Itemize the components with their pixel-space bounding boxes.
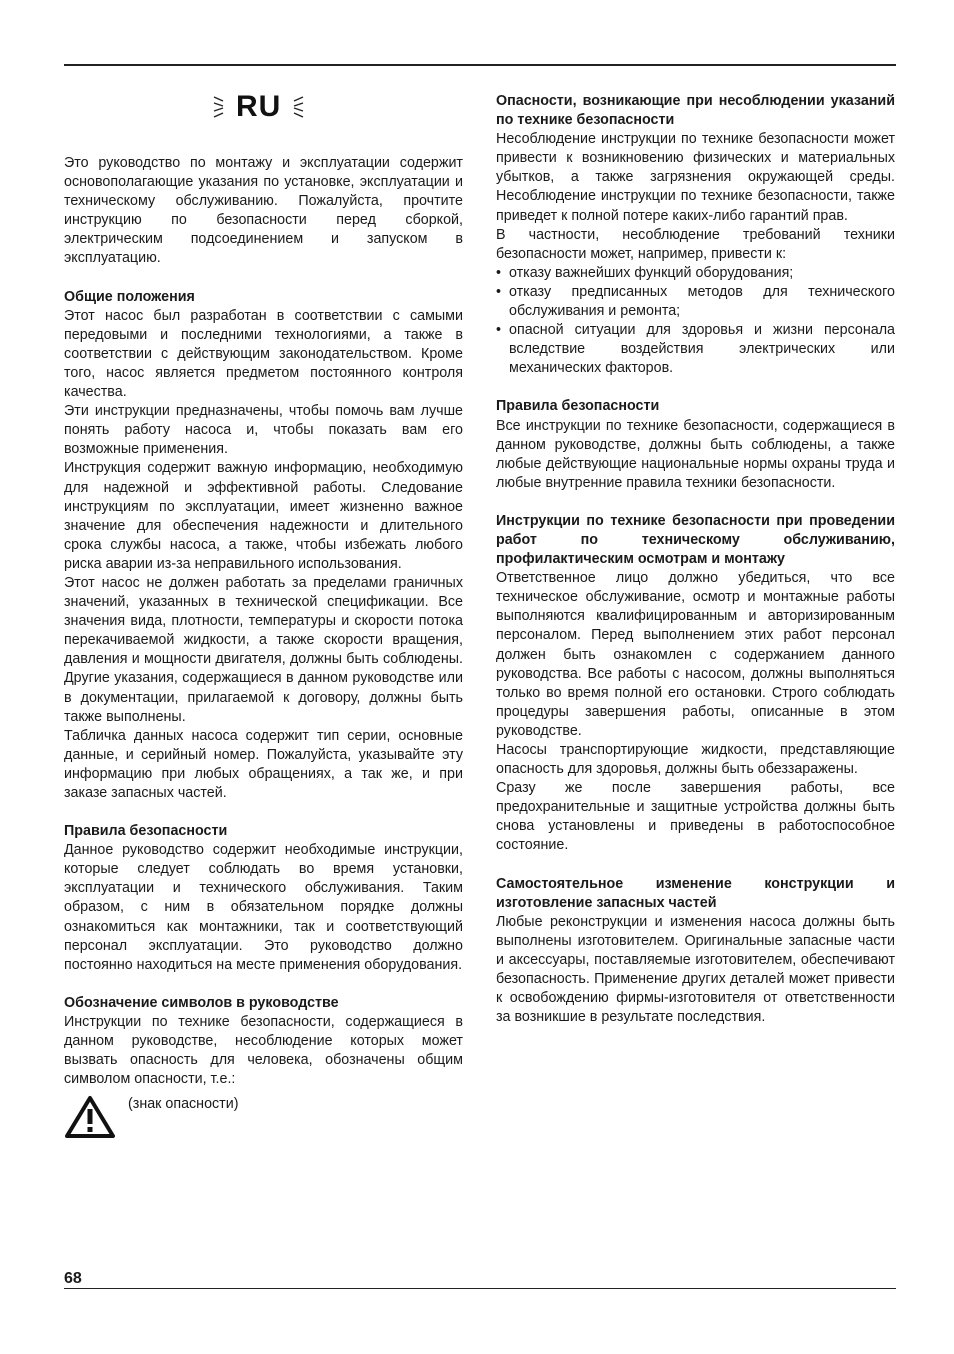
general-paragraph: Инструкция содержит важную информацию, необходимую для надежной и эффективной работы. Следование инструкциям по эксплуатации, имеет жизненно важное значение для обеспечения надежности и длительного срока службы насоса, а также, чтобы избежать любого риска аварии из-за неправильного использования. xyxy=(64,460,463,572)
section-title-hazards: Опасности, возникающие при несоблюдении указаний по технике безопасности xyxy=(496,93,895,129)
symbols-paragraph: Инструкции по технике безопасности, содержащиеся в данном руководстве, несоблюдение которых может вызвать опасность для человека, обозначены общим символом опасности, т.е.: xyxy=(64,1013,463,1088)
section-title-safety-rules: Правила безопасности xyxy=(496,398,660,415)
section-title-maintenance: Инструкции по технике безопасности при проведении работ по техническому обслуживанию, профилактическим осмотрам и монтажу xyxy=(496,512,895,568)
general-paragraph: Эти инструкции предназначены, чтобы помочь вам лучше понять работу насоса и, чтобы показать вам его возможные применения. xyxy=(64,403,463,458)
language-marker-right-icon xyxy=(291,94,305,120)
language-marker-left-icon xyxy=(212,94,226,120)
intro-paragraph: Это руководство по монтажу и эксплуатации содержит основополагающие указания по установке, эксплуатации и техническому обслуживанию. Пожалуйста, прочтите инструкцию по безопасности перед сборкой, электрическим подсоединением и запуском в эксплуатацию. xyxy=(64,155,463,267)
safety-rules-paragraph: Данное руководство содержит необходимые инструкции, которые следует соблюдать во время установки, эксплуатации и технического обслуживания. Таким образом, с ним в обязательном порядке должны ознакомиться как монтажники, так и соответствующий персонал эксплуатации. Это руководство должно постоянно находиться на месте применения оборудования. xyxy=(64,842,463,973)
maintenance-paragraph: Насосы транспортирующие жидкости, представляющие опасность для здоровья, должны быть обеззаражены. xyxy=(496,742,895,778)
maintenance-paragraph: Ответственное лицо должно убедиться, что все техническое обслуживание, осмотр и монтажные работы выполняются квалифицированным и авторизированным персоналом. Перед выполнением этих работ персонал должен быть ознакомлен с содержанием данного руководства. Все работы с насосом, должны выполняться только во время полной его остановки. Строго соблюдать процедуры завершения работы, описанные в этом руководстве. xyxy=(496,570,895,739)
general-paragraph: Табличка данных насоса содержит тип серии, основные данные, и серийный номер. Пожалуйста, указывайте эту информацию при любых обращениях, а так же, и при заказе запасных частей. xyxy=(64,727,463,801)
list-item: • отказу предписанных методов для технического обслуживания и ремонта; xyxy=(496,283,895,321)
list-item: • отказу важнейших функций оборудования; xyxy=(496,264,895,283)
modification-paragraph: Любые реконструкции и изменения насоса должны быть выполнены изготовителем. Оригинальные запасные части и аксессуары, поставляемые изготовителем, обеспечивают безопасность. Применение других деталей может привести к освобождению фирмы-изготовителя от ответственности за возникшие в результате последствия. xyxy=(496,913,895,1026)
section-title-symbols: Обозначение символов в руководстве xyxy=(64,994,339,1011)
hazards-list xyxy=(496,264,895,379)
section-title-modification: Самостоятельное изменение конструкции и изготовление запасных частей xyxy=(496,875,895,911)
safety-rules-paragraph: Все инструкции по технике безопасности, содержащиеся в данном руководстве, должны быть соблюдены, а также любые действующие национальные нормы охраны труда и любые внутренние правила техники безопасности. xyxy=(496,417,895,491)
hazards-paragraph: В частности, несоблюдение требований техники безопасности может, например, привести к: xyxy=(496,226,895,262)
left-column xyxy=(64,92,463,1139)
section-title-general: Общие положения xyxy=(64,288,195,305)
right-column xyxy=(496,92,895,1027)
maintenance-paragraph: Сразу же после завершения работы, все предохранительные и защитные устройства должны быть снова установлены и приведены в работоспособное состояние. xyxy=(496,780,895,854)
list-item: • опасной ситуации для здоровья и жизни персонала вследствие воздействия электрических или механических факторов. xyxy=(496,321,895,378)
language-code: RU xyxy=(236,90,282,124)
top-rule xyxy=(64,64,896,66)
warning-symbol-row xyxy=(64,1095,463,1139)
bottom-rule xyxy=(64,1288,896,1289)
section-title-safety-rules: Правила безопасности xyxy=(64,823,228,840)
hazards-paragraph: Несоблюдение инструкции по технике безопасности может привести к возникновению физических и материальных убытков, а также загрязнения окружающей среды. Несоблюдение инструкции по технике безопасности, также приведет к полной потере каких-либо гарантий прав. xyxy=(496,131,895,224)
general-paragraph: Этот насос был разработан в соответствии с самыми передовыми и последними технологиями, а также в соответствии с действующим законодательством. Кроме того, насос является предметом постоянного контроля качества. xyxy=(64,307,463,401)
page-number: 68 xyxy=(64,1270,82,1287)
language-header xyxy=(64,92,463,154)
warning-triangle-icon xyxy=(64,1095,116,1139)
warning-label: (знак опасности) xyxy=(128,1096,239,1113)
general-paragraph: Этот насос не должен работать за пределами граничных значений, указанных в технической спецификации. Все значения вида, плотности, температуры и скорости потока перекачиваемой жидкости, а также скорости вращения, давления и мощности двигателя, должны быть соблюдены. Другие указания, содержащиеся в данном руководстве или в документации, прилагаемой к договору, должны быть также выполнены. xyxy=(64,574,463,725)
